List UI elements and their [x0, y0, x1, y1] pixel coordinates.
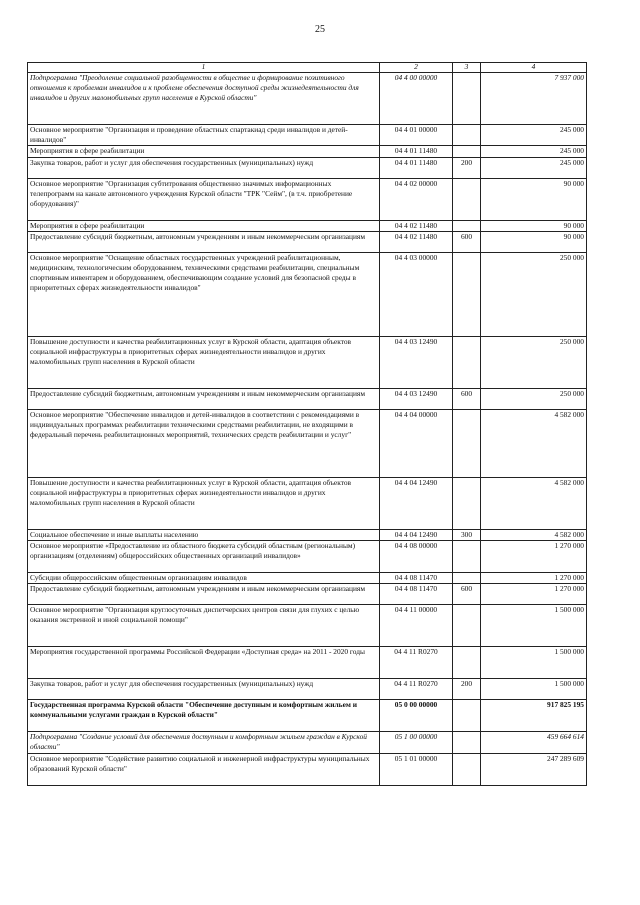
- row-sum: 1 270 000: [481, 541, 587, 573]
- row-name: Основное мероприятие "Организация и проведение областных спартакиад среди инвалидов и детей-инвалидов": [28, 125, 380, 146]
- header-name: 1: [28, 63, 380, 73]
- row-sum: 245 000: [481, 146, 587, 157]
- row-sum: 459 664 614: [481, 732, 587, 753]
- row-type: [453, 252, 481, 336]
- row-name: Предоставление субсидий бюджетным, автономным учреждениям и иным некоммерческим организациям: [28, 584, 380, 605]
- row-name: Предоставление субсидий бюджетным, автономным учреждениям и иным некоммерческим организациям: [28, 388, 380, 409]
- row-type: [453, 409, 481, 477]
- row-type: [453, 753, 481, 785]
- row-name: Мероприятия государственной программы Российской Федерации «Доступная среда» на 2011 - 2020 годы: [28, 647, 380, 679]
- row-name: Повышение доступности и качества реабилитационных услуг в Курской области, адаптация объектов социальной инфраструктуры в приоритетных сферах жизнедеятельности инвалидов и других маломобильных групп населения в Курской области: [28, 477, 380, 529]
- table-header-row: [28, 63, 587, 73]
- table-row: [28, 700, 587, 732]
- row-sum: 917 825 195: [481, 700, 587, 732]
- row-type: [453, 541, 481, 573]
- table-row: [28, 409, 587, 477]
- row-sum: 1 270 000: [481, 584, 587, 605]
- row-sum: 245 000: [481, 125, 587, 146]
- row-code: 04 4 01 11480: [380, 146, 453, 157]
- table-row: [28, 73, 587, 125]
- page-number: 25: [315, 24, 325, 35]
- row-code: 04 4 02 11480: [380, 231, 453, 252]
- row-type: 600: [453, 231, 481, 252]
- table-row: [28, 679, 587, 700]
- row-type: [453, 605, 481, 647]
- row-type: [453, 573, 481, 584]
- row-code: 04 4 11 00000: [380, 605, 453, 647]
- row-code: 04 4 04 12490: [380, 529, 453, 540]
- row-sum: 90 000: [481, 220, 587, 231]
- table-row: [28, 647, 587, 679]
- row-code: 04 4 03 00000: [380, 252, 453, 336]
- row-type: [453, 146, 481, 157]
- table-row: [28, 541, 587, 573]
- row-name: Основное мероприятие "Содействие развитию социальной и инженерной инфраструктуры муниципальных образований Курской области": [28, 753, 380, 785]
- table-row: [28, 146, 587, 157]
- row-type: 600: [453, 584, 481, 605]
- row-sum: 4 582 000: [481, 477, 587, 529]
- row-name: Подпрограмма "Преодоление социальной разобщенности в обществе и формирование позитивного отношения к проблемам инвалидов и к проблеме обеспечения доступной среды жизнедеятельности для инвалидов и других маломобильных групп населения в Курской области": [28, 73, 380, 125]
- row-name: Государственная программа Курской области "Обеспечение доступным и комфортным жильем и коммунальными услугами граждан в Курской области": [28, 700, 380, 732]
- row-name: Подпрограмма "Создание условий для обеспечения доступным и комфортным жильем граждан в Курской области": [28, 732, 380, 753]
- row-code: 04 4 00 00000: [380, 73, 453, 125]
- row-name: Социальное обеспечение и иные выплаты населению: [28, 529, 380, 540]
- row-sum: 250 000: [481, 336, 587, 388]
- row-name: Мероприятия в сфере реабилитации: [28, 146, 380, 157]
- header-type: 3: [453, 63, 481, 73]
- table-row: [28, 220, 587, 231]
- row-sum: 90 000: [481, 178, 587, 220]
- row-type: [453, 700, 481, 732]
- row-sum: 7 937 000: [481, 73, 587, 125]
- row-type: [453, 220, 481, 231]
- table-row: [28, 157, 587, 178]
- row-type: [453, 647, 481, 679]
- row-code: 04 4 02 00000: [380, 178, 453, 220]
- table-row: [28, 252, 587, 336]
- row-code: 04 4 01 00000: [380, 125, 453, 146]
- row-name: Закупка товаров, работ и услуг для обеспечения государственных (муниципальных) нужд: [28, 157, 380, 178]
- row-type: 300: [453, 529, 481, 540]
- row-sum: 250 000: [481, 252, 587, 336]
- row-code: 04 4 02 11480: [380, 220, 453, 231]
- header-sum: 4: [481, 63, 587, 73]
- row-type: [453, 73, 481, 125]
- row-name: Основное мероприятие "Организация круглосуточных диспетчерских центров связи для глухих с целью оказания экстренной и иной социальной помощи": [28, 605, 380, 647]
- row-code: 04 4 08 11470: [380, 573, 453, 584]
- table-row: [28, 336, 587, 388]
- table-row: [28, 753, 587, 785]
- row-type: [453, 336, 481, 388]
- header-code: 2: [380, 63, 453, 73]
- row-type: [453, 178, 481, 220]
- row-sum: 247 289 609: [481, 753, 587, 785]
- row-sum: 1 500 000: [481, 647, 587, 679]
- row-type: 600: [453, 388, 481, 409]
- row-code: 05 1 01 00000: [380, 753, 453, 785]
- row-sum: 90 000: [481, 231, 587, 252]
- row-code: 04 4 04 00000: [380, 409, 453, 477]
- row-name: Основное мероприятие «Предоставление из областного бюджета субсидий областным (региональным) организациям (отделениям) общероссийских общественных организаций инвалидов»: [28, 541, 380, 573]
- budget-table: [27, 62, 587, 786]
- row-sum: 245 000: [481, 157, 587, 178]
- table-row: [28, 125, 587, 146]
- row-sum: 1 500 000: [481, 605, 587, 647]
- row-code: 04 4 11 R0270: [380, 647, 453, 679]
- row-code: 04 4 11 R0270: [380, 679, 453, 700]
- table-row: [28, 584, 587, 605]
- row-code: 05 0 00 00000: [380, 700, 453, 732]
- row-type: 200: [453, 157, 481, 178]
- row-name: Основное мероприятие "Организация субтитрования общественно значимых информационных телепрограмм на канале автономного учреждения Курской области "ТРК "Сейм", (в т.ч. приобретение оборудования)": [28, 178, 380, 220]
- table-row: [28, 732, 587, 753]
- row-name: Закупка товаров, работ и услуг для обеспечения государственных (муниципальных) нужд: [28, 679, 380, 700]
- row-sum: 1 500 000: [481, 679, 587, 700]
- row-name: Основное мероприятие "Обеспечение инвалидов и детей-инвалидов в соответствии с рекомендациями в индивидуальных программах реабилитации техническими средствами реабилитации, не входящими в федеральный перечень реабилитационных мероприятий, технических средств реабилитации и услуг": [28, 409, 380, 477]
- row-sum: 1 270 000: [481, 573, 587, 584]
- row-name: Повышение доступности и качества реабилитационных услуг в Курской области, адаптация объектов социальной инфраструктуры в приоритетных сферах жизнедеятельности инвалидов и других маломобильных групп населения в Курской области: [28, 336, 380, 388]
- table-row: [28, 573, 587, 584]
- row-code: 04 4 08 00000: [380, 541, 453, 573]
- table-row: [28, 388, 587, 409]
- table-row: [28, 605, 587, 647]
- row-type: [453, 125, 481, 146]
- row-code: 04 4 08 11470: [380, 584, 453, 605]
- row-sum: 4 582 000: [481, 409, 587, 477]
- row-sum: 250 000: [481, 388, 587, 409]
- table-body: [28, 73, 587, 786]
- row-code: 04 4 04 12490: [380, 477, 453, 529]
- row-code: 04 4 03 12490: [380, 388, 453, 409]
- row-code: 05 1 00 00000: [380, 732, 453, 753]
- row-type: [453, 732, 481, 753]
- table-row: [28, 178, 587, 220]
- row-type: [453, 477, 481, 529]
- row-name: Предоставление субсидий бюджетным, автономным учреждениям и иным некоммерческим организациям: [28, 231, 380, 252]
- table-row: [28, 477, 587, 529]
- row-name: Мероприятия в сфере реабилитации: [28, 220, 380, 231]
- row-name: Основное мероприятие "Оснащение областных государственных учреждений реабилитационным, медицинским, технологическим оборудованием, техническими средствами реабилитации, специальным спортивным инвентарем и оборудованием, обеспечивающим создание условий для безопасной среды в приоритетных сферах жизнедеятельности инвалидов": [28, 252, 380, 336]
- row-type: 200: [453, 679, 481, 700]
- row-name: Субсидии общероссийским общественным организациям инвалидов: [28, 573, 380, 584]
- row-code: 04 4 01 11480: [380, 157, 453, 178]
- table-row: [28, 231, 587, 252]
- row-code: 04 4 03 12490: [380, 336, 453, 388]
- table-row: [28, 529, 587, 540]
- row-sum: 4 582 000: [481, 529, 587, 540]
